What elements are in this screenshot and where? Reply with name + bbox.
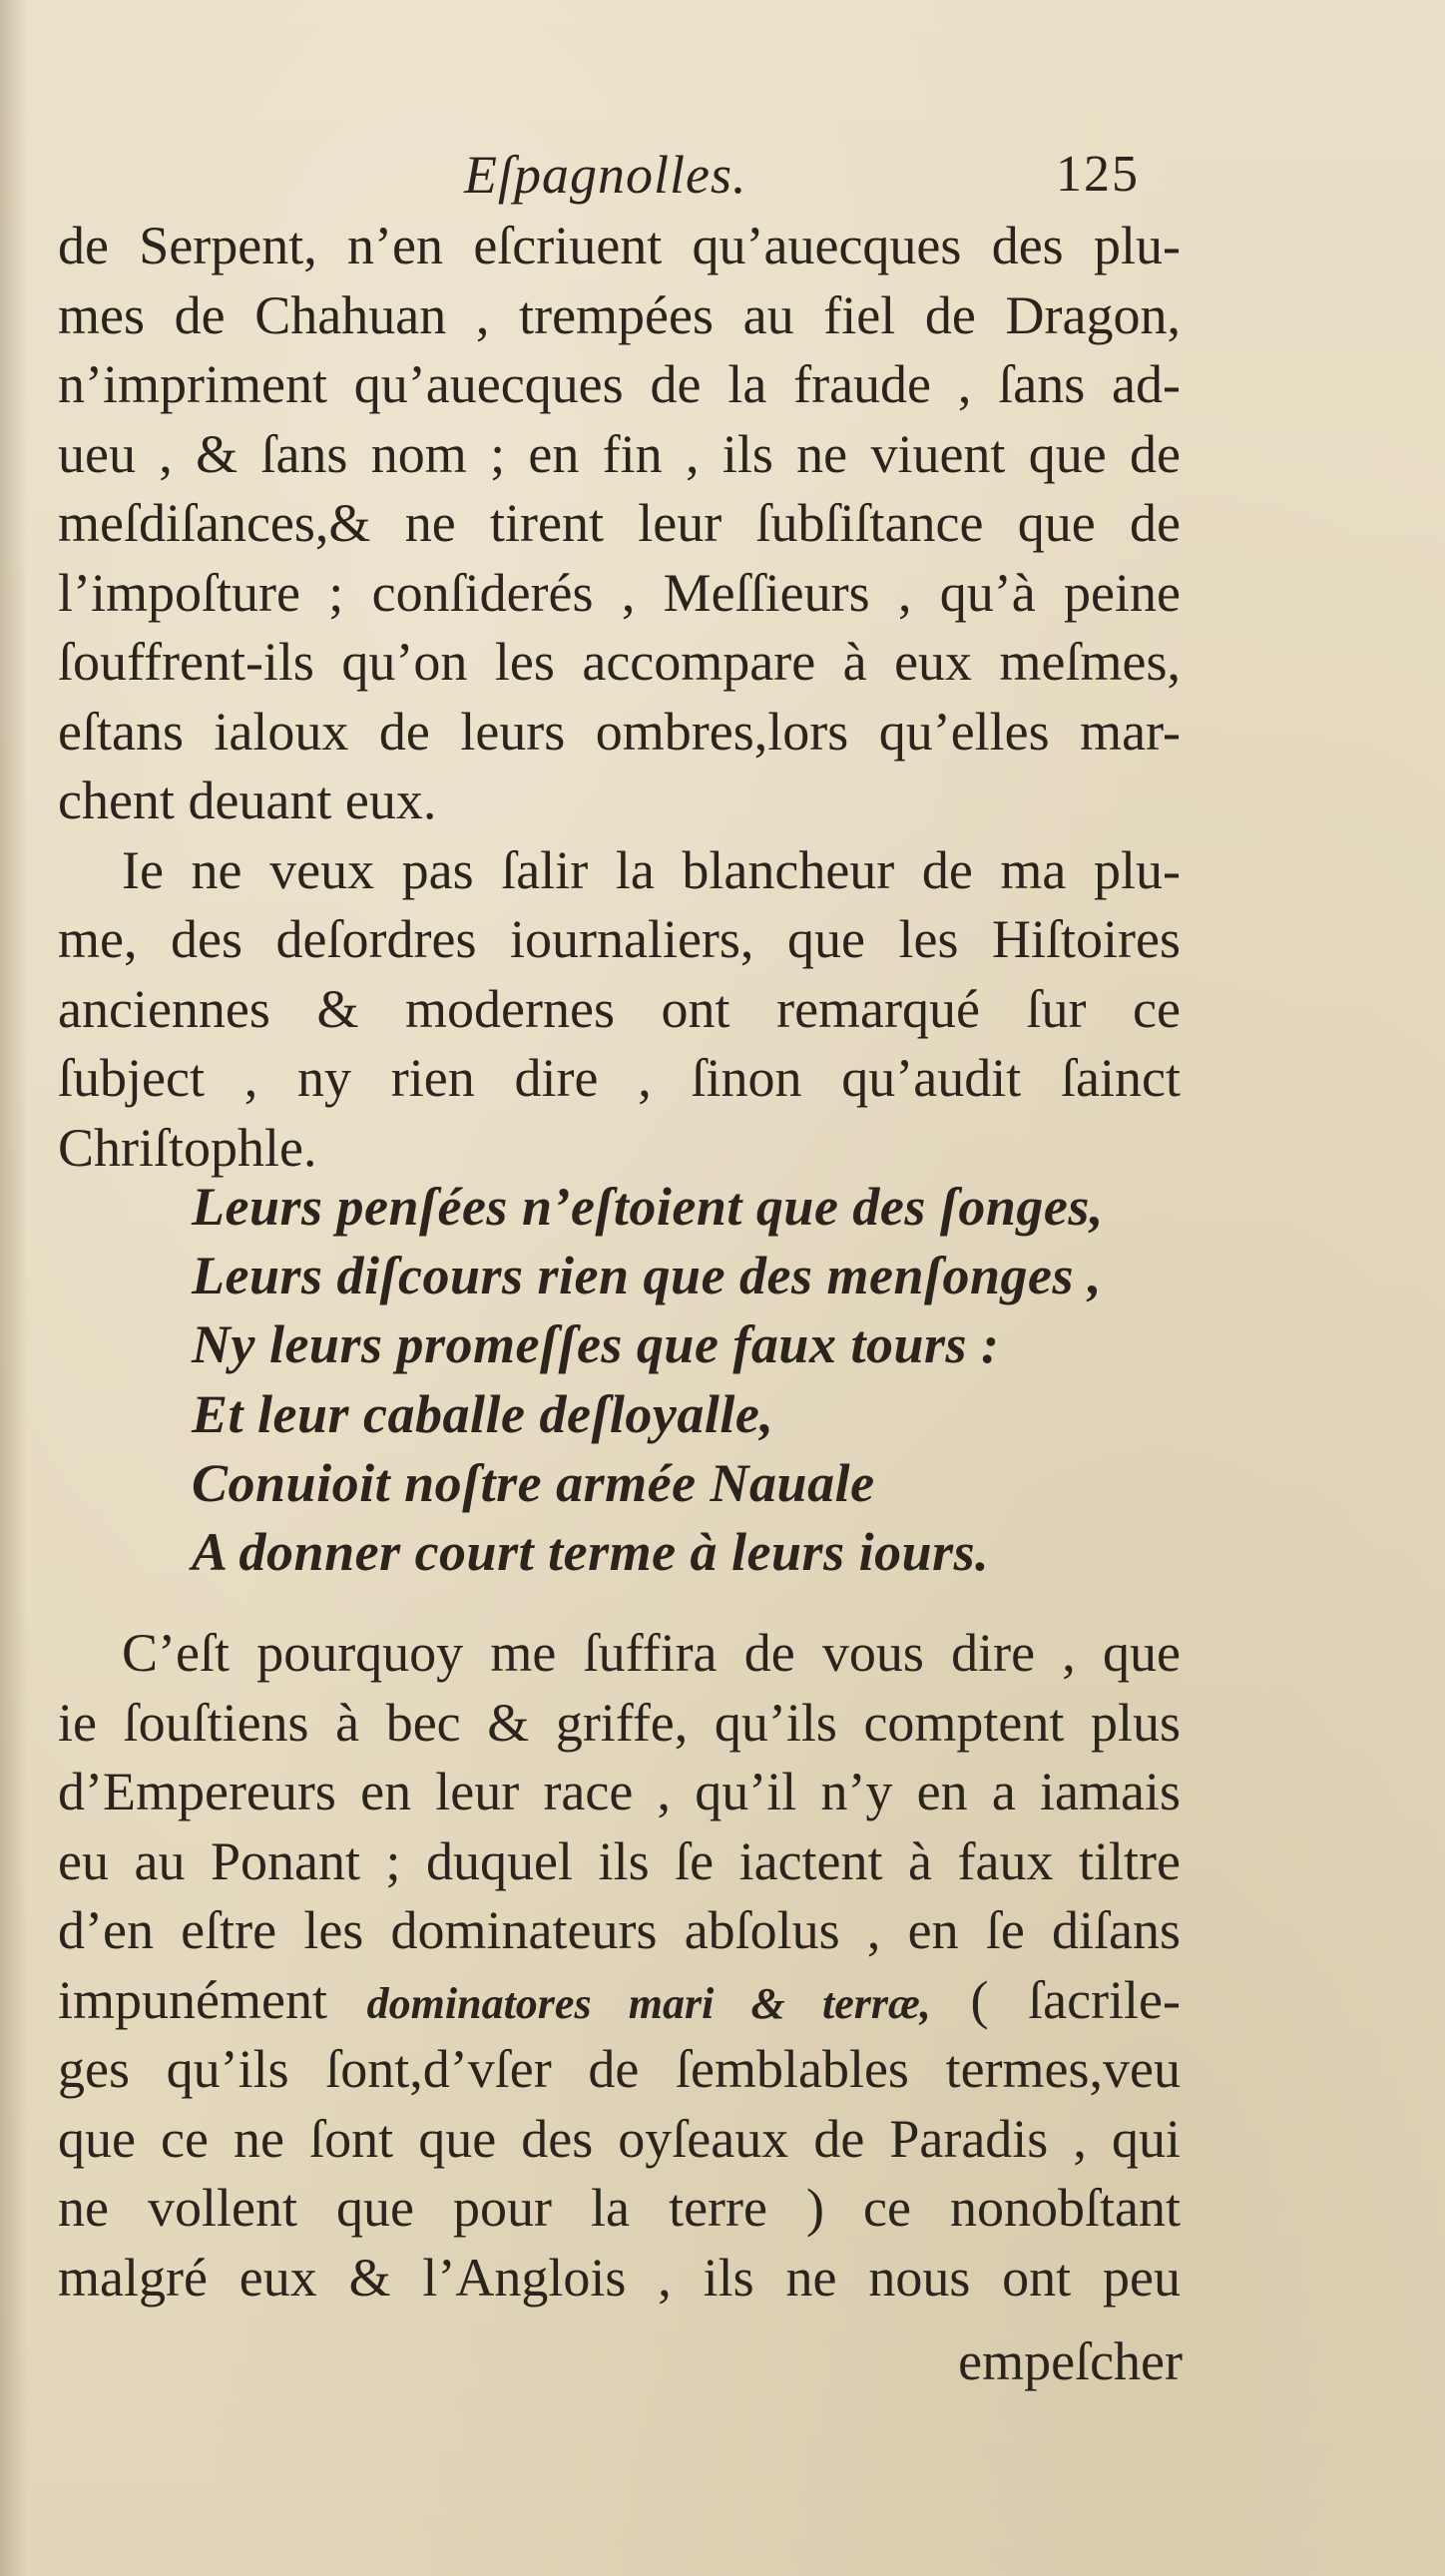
text-line: anciennes & modernes ont remarqué ſur ce — [58, 978, 1181, 1039]
page-header — [0, 140, 1445, 210]
verse-line: Conuioit noſtre armée Nauale — [192, 1452, 875, 1513]
text-line: l’impoſture ; conſiderés , Meſſieurs , qu’à peine — [58, 562, 1181, 623]
text-line: malgré eux & l’Anglois , ils ne nous ont peu — [58, 2247, 1181, 2308]
text-line: C’eſt pourquoy me ſuffira de vous dire , que — [122, 1623, 1181, 1683]
verse-line: Ny leurs promeſſes que faux tours : — [192, 1314, 1000, 1375]
text-line: eu au Ponant ; duquel ils ſe iactent à faux tiltre — [58, 1830, 1181, 1891]
paragraph-3 — [58, 1619, 1181, 2313]
text-line-latin — [58, 1966, 1181, 2036]
text-line: ſouffrent-ils qu’on les accompare à eux meſmes, — [58, 632, 1181, 692]
text-line: d’Empereurs en leur race , qu’il n’y en a iamais — [58, 1762, 1181, 1821]
text-block-lower — [58, 1619, 1181, 2313]
text-line: d’en eſtre les dominateurs abſolus , en ſe diſans — [58, 1900, 1181, 1960]
text-line: ie ſouſtiens à bec & griffe, qu’ils comptent plus — [58, 1692, 1181, 1753]
text-line: ſubject , ny rien dire , ſinon qu’audit ſainct — [58, 1048, 1181, 1108]
text-line: mes de Chahuan , trempées au fiel de Dragon, — [58, 284, 1181, 345]
page-number: 125 — [1056, 146, 1140, 203]
paragraph-1 — [58, 212, 1181, 836]
latin-line-prefix: impunément — [58, 1969, 367, 2030]
text-line: ueu , & ſans nom ; en fin , ils ne viuent que de — [58, 423, 1181, 484]
text-line: meſdiſances,& ne tirent leur ſubſiſtance que de — [58, 493, 1181, 553]
text-line: ges qu’ils ſont,d’vſer de ſemblables termes,veu — [58, 2039, 1181, 2099]
verse-line: Leurs penſées n’eſtoient que des ſonges, — [192, 1177, 1104, 1237]
catchword: empeſcher — [958, 2331, 1183, 2391]
text-block-upper — [58, 212, 1181, 1183]
text-line: ne vollent que pour la terre ) ce nonobſtant — [58, 2178, 1181, 2238]
text-line: que ce ne ſont que des oyſeaux de Paradis , qui — [58, 2108, 1181, 2169]
text-line: n’impriment qu’auecques de la fraude , ſans ad- — [58, 354, 1181, 414]
latin-line-suffix: ( ſacrile- — [930, 1969, 1182, 2030]
text-line: eſtans ialoux de leurs ombres,lors qu’elles mar- — [58, 701, 1181, 762]
text-line: de Serpent, n’en eſcriuent qu’auecques des plu- — [58, 216, 1181, 275]
text-line: Ie ne veux pas ſalir la blancheur de ma plu- — [122, 839, 1181, 900]
text-line: Chriſtophle. — [58, 1117, 317, 1178]
text-line: chent deuant eux. — [58, 771, 437, 830]
verse-block — [192, 1173, 1190, 1587]
verse-line: Leurs diſcours rien que des menſonges , — [192, 1246, 1103, 1306]
text-line: me, des deſordres iournaliers, que les Hiſtoires — [58, 909, 1181, 969]
verse-line: A donner court terme à leurs iours. — [192, 1521, 990, 1582]
gutter-shadow — [0, 0, 28, 2576]
paragraph-2 — [58, 836, 1181, 1184]
running-head: Eſpagnolles. — [464, 145, 747, 205]
verse-line: Et leur caballe deſloyalle, — [192, 1383, 774, 1444]
latin-phrase: dominatores mari & terræ, — [366, 1978, 931, 2028]
